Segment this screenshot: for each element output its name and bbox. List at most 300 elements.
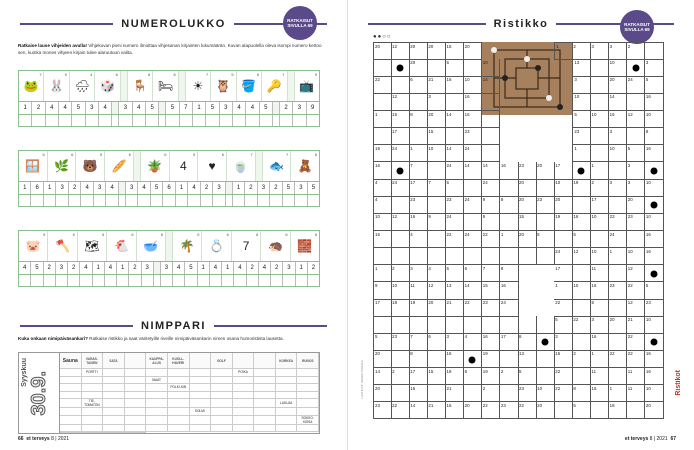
crossword-cell[interactable]: 10 (482, 59, 501, 77)
crossword-cell[interactable]: 21 (446, 385, 465, 403)
nimppari-answer-cell[interactable] (233, 377, 255, 385)
crossword-cell[interactable]: 5 (645, 76, 664, 94)
crossword-cell[interactable]: 10 (391, 282, 410, 300)
crossword-cell[interactable]: 14 (609, 93, 628, 111)
crossword-cell[interactable] (609, 196, 628, 214)
crossword-cell[interactable]: 22 (627, 350, 646, 368)
crossword-cell[interactable]: 23 (464, 128, 483, 146)
nimppari-answer-cell[interactable] (276, 384, 298, 392)
answer-cell[interactable] (260, 115, 273, 126)
nimppari-answer-cell[interactable] (297, 392, 319, 400)
crossword-cell[interactable]: 16 (645, 93, 664, 111)
crossword-cell[interactable]: 21 (446, 299, 465, 317)
answer-cell[interactable] (280, 115, 293, 126)
crossword-cell[interactable]: 1 (500, 231, 519, 249)
crossword-cell[interactable]: 21 (427, 76, 446, 94)
nimppari-answer-cell[interactable] (125, 399, 147, 408)
crossword-cell[interactable]: 19 (409, 299, 428, 317)
crossword-cell[interactable]: 23 (373, 402, 392, 420)
crossword-cell[interactable]: 16 (373, 162, 392, 180)
crossword-cell[interactable]: 20 (373, 385, 392, 403)
crossword-cell[interactable]: 18 (609, 402, 628, 420)
crossword-cell[interactable] (391, 316, 410, 334)
crossword-cell[interactable] (518, 248, 537, 266)
crossword-cell[interactable]: 13 (572, 59, 591, 77)
nimppari-answer-cell[interactable] (60, 384, 82, 392)
crossword-cell[interactable]: 1 (591, 162, 610, 180)
crossword-cell[interactable]: 11 (591, 265, 610, 283)
answer-cell[interactable] (270, 195, 282, 206)
nimppari-answer-cell[interactable] (254, 408, 276, 416)
crossword-cell[interactable] (500, 350, 519, 368)
crossword-cell[interactable]: 24 (464, 145, 483, 163)
nimppari-answer-cell[interactable] (82, 416, 104, 425)
crossword-cell[interactable]: 20 (609, 316, 628, 334)
crossword-cell[interactable]: 14 (446, 145, 465, 163)
nimppari-answer-cell[interactable] (190, 425, 212, 433)
crossword-cell[interactable]: 10 (645, 316, 664, 334)
nimppari-answer-cell[interactable] (211, 392, 233, 400)
crossword-cell[interactable]: 20 (645, 402, 664, 420)
crossword-cell[interactable]: 3 (609, 179, 628, 197)
crossword-cell[interactable] (591, 145, 610, 163)
answer-cell[interactable] (105, 275, 117, 286)
crossword-cell[interactable] (554, 231, 573, 249)
crossword-cell[interactable] (446, 128, 465, 146)
crossword-cell[interactable]: 2 (482, 385, 501, 403)
answer-cell[interactable] (295, 195, 307, 206)
crossword-cell[interactable] (482, 93, 501, 111)
crossword-cell[interactable]: 5 (446, 179, 465, 197)
crossword-cell[interactable]: 24 (391, 145, 410, 163)
crossword-cell[interactable]: 1 (373, 265, 392, 283)
nimppari-answer-cell[interactable] (103, 369, 125, 377)
crossword-cell[interactable] (482, 111, 501, 129)
crossword-cell[interactable]: 24 (446, 162, 465, 180)
answer-cell[interactable] (69, 195, 81, 206)
crossword-cell[interactable] (591, 59, 610, 77)
answer-cell[interactable] (173, 275, 185, 286)
nimppari-answer-cell[interactable] (254, 399, 276, 408)
answer-cell[interactable] (133, 115, 146, 126)
answer-cell[interactable] (161, 275, 173, 286)
crossword-cell[interactable]: 10 (591, 248, 610, 266)
crossword-cell[interactable]: 20 (518, 231, 537, 249)
crossword-cell[interactable]: 23 (482, 299, 501, 317)
crossword-cell[interactable]: 10 (591, 213, 610, 231)
nimppari-answer-cell[interactable] (297, 384, 319, 392)
crossword-cell[interactable]: 3 (645, 59, 664, 77)
nimppari-answer-cell[interactable] (125, 425, 147, 433)
crossword-cell[interactable]: 16 (500, 162, 519, 180)
nimppari-answer-cell[interactable] (297, 425, 319, 433)
crossword-cell[interactable]: 1 (609, 248, 628, 266)
crossword-cell[interactable] (391, 231, 410, 249)
crossword-cell[interactable]: 1 (373, 111, 392, 129)
answer-cell[interactable] (247, 275, 259, 286)
nimppari-answer-cell[interactable] (60, 425, 82, 433)
crossword-cell[interactable]: 5 (536, 231, 555, 249)
crossword-cell[interactable] (373, 248, 392, 266)
crossword-cell[interactable]: 19 (554, 213, 573, 231)
crossword-cell[interactable]: 19 (482, 368, 501, 386)
crossword-cell[interactable]: 10 (572, 282, 591, 300)
crossword-cell[interactable]: 16 (446, 76, 465, 94)
crossword-cell[interactable] (572, 196, 591, 214)
crossword-cell[interactable]: 1 (609, 385, 628, 403)
crossword-cell[interactable]: 22 (482, 231, 501, 249)
nimppari-answer-cell[interactable] (103, 377, 125, 385)
crossword-cell[interactable]: 21 (627, 316, 646, 334)
nimppari-answer-cell[interactable] (125, 432, 147, 433)
crossword-cell[interactable]: 6 (464, 368, 483, 386)
crossword-cell[interactable]: 5 (518, 368, 537, 386)
crossword-cell[interactable]: 7 (409, 333, 428, 351)
crossword-cell[interactable]: 16 (591, 333, 610, 351)
crossword-cell[interactable]: 23 (645, 299, 664, 317)
crossword-cell[interactable]: 16 (500, 282, 519, 300)
crossword-cell[interactable]: 20 (536, 162, 555, 180)
crossword-cell[interactable] (591, 402, 610, 420)
crossword-cell[interactable]: 15 (446, 42, 465, 60)
crossword-cell[interactable] (609, 265, 628, 283)
nimppari-answer-cell[interactable] (146, 384, 168, 392)
crossword-cell[interactable]: 11 (591, 368, 610, 386)
nimppari-answer-cell[interactable] (82, 377, 104, 385)
crossword-cell[interactable] (446, 93, 465, 111)
crossword-cell[interactable]: 8 (409, 111, 428, 129)
crossword-cell[interactable] (373, 93, 392, 111)
crossword-cell[interactable]: 10 (645, 111, 664, 129)
crossword-cell[interactable]: 3 (554, 333, 573, 351)
nimppari-answer-cell[interactable] (233, 416, 255, 425)
crossword-cell[interactable] (373, 128, 392, 146)
crossword-cell[interactable]: 16 (645, 248, 664, 266)
crossword-cell[interactable]: 22 (391, 402, 410, 420)
crossword-cell[interactable]: 16 (373, 231, 392, 249)
crossword-cell[interactable]: 23 (446, 196, 465, 214)
crossword-cell[interactable] (427, 316, 446, 334)
nimppari-answer-cell[interactable] (168, 425, 190, 433)
crossword-cell[interactable]: 5 (627, 145, 646, 163)
crossword-cell[interactable]: 7 (409, 162, 428, 180)
nimppari-answer-cell[interactable] (168, 377, 190, 385)
crossword-cell[interactable] (464, 179, 483, 197)
crossword-cell[interactable]: 20 (427, 299, 446, 317)
crossword-cell[interactable]: 19 (482, 350, 501, 368)
crossword-cell[interactable]: 12 (627, 299, 646, 317)
nimppari-answer-cell[interactable] (254, 392, 276, 400)
crossword-cell[interactable] (609, 299, 628, 317)
crossword-cell[interactable]: 16 (591, 385, 610, 403)
crossword-cell[interactable]: 23 (609, 213, 628, 231)
answer-cell[interactable] (308, 195, 319, 206)
nimppari-answer-cell[interactable] (254, 369, 276, 377)
crossword-cell[interactable]: 24 (464, 231, 483, 249)
crossword-cell[interactable] (572, 299, 591, 317)
nimppari-answer-cell[interactable] (82, 432, 104, 433)
crossword-cell[interactable]: 15 (427, 128, 446, 146)
answer-cell[interactable] (31, 195, 43, 206)
crossword-cell[interactable]: 23 (609, 282, 628, 300)
nimppari-answer-cell[interactable] (190, 369, 212, 377)
crossword-cell[interactable]: 22 (482, 402, 501, 420)
answer-cell[interactable] (46, 115, 59, 126)
crossword-cell[interactable] (391, 385, 410, 403)
crossword-cell[interactable]: 7 (482, 265, 501, 283)
answer-cell[interactable] (80, 275, 92, 286)
crossword-cell[interactable]: 16 (464, 111, 483, 129)
crossword-cell[interactable]: 14 (464, 162, 483, 180)
crossword-cell[interactable]: 10 (464, 76, 483, 94)
answer-cell[interactable] (93, 275, 105, 286)
crossword-cell[interactable] (409, 248, 428, 266)
nimppari-answer-cell[interactable] (125, 384, 147, 392)
nimppari-answer-cell[interactable] (297, 377, 319, 385)
crossword-cell[interactable]: 23 (518, 162, 537, 180)
answer-cell[interactable] (233, 195, 245, 206)
crossword-cell[interactable]: 23 (627, 213, 646, 231)
answer-cell[interactable] (271, 275, 283, 286)
crossword-cell[interactable]: 13 (446, 282, 465, 300)
answer-cell[interactable] (146, 115, 159, 126)
crossword-cell[interactable] (427, 59, 446, 77)
crossword-cell[interactable]: 22 (554, 299, 573, 317)
crossword-cell[interactable]: 5 (446, 265, 465, 283)
crossword-cell[interactable]: 20 (427, 111, 446, 129)
crossword-cell[interactable]: 16 (645, 350, 664, 368)
answer-cell[interactable] (117, 275, 129, 286)
crossword-cell[interactable]: 2 (572, 42, 591, 60)
crossword-cell[interactable]: 17 (591, 196, 610, 214)
crossword-cell[interactable]: 23 (572, 128, 591, 146)
crossword-cell[interactable] (609, 333, 628, 351)
nimppari-answer-cell[interactable] (82, 425, 104, 433)
crossword-cell[interactable]: 8 (500, 196, 519, 214)
nimppari-answer-cell[interactable] (233, 408, 255, 416)
crossword-cell[interactable] (609, 368, 628, 386)
crossword-cell[interactable] (591, 76, 610, 94)
nimppari-answer-cell[interactable] (146, 425, 168, 433)
nimppari-answer-cell[interactable] (211, 384, 233, 392)
nimppari-answer-cell[interactable] (82, 392, 104, 400)
crossword-cell[interactable]: 17 (391, 128, 410, 146)
crossword-cell[interactable] (482, 145, 501, 163)
crossword-cell[interactable]: 9 (482, 213, 501, 231)
crossword-cell[interactable] (427, 196, 446, 214)
crossword-cell[interactable]: 17 (500, 333, 519, 351)
nimppari-answer-cell[interactable] (60, 432, 82, 433)
crossword-cell[interactable]: 6 (427, 333, 446, 351)
nimppari-answer-cell[interactable] (276, 425, 298, 433)
nimppari-answer-cell[interactable] (103, 384, 125, 392)
nimppari-answer-cell[interactable] (125, 392, 147, 400)
nimppari-answer-cell[interactable] (125, 377, 147, 385)
crossword-cell[interactable]: 22 (373, 76, 392, 94)
nimppari-answer-cell[interactable] (168, 399, 190, 408)
crossword-cell[interactable]: 22 (572, 316, 591, 334)
crossword-cell[interactable] (500, 213, 519, 231)
crossword-cell[interactable] (427, 162, 446, 180)
crossword-cell[interactable] (464, 213, 483, 231)
crossword-cell[interactable]: 7 (427, 179, 446, 197)
crossword-cell[interactable]: 10 (536, 385, 555, 403)
nimppari-answer-cell[interactable] (254, 377, 276, 385)
crossword-cell[interactable]: 10 (627, 248, 646, 266)
answer-cell[interactable] (106, 195, 118, 206)
crossword-cell[interactable]: 20 (373, 42, 392, 60)
crossword-cell[interactable]: 3 (609, 128, 628, 146)
answer-cell[interactable] (72, 115, 85, 126)
answer-cell[interactable] (193, 115, 206, 126)
crossword-cell[interactable] (627, 128, 646, 146)
crossword-cell[interactable]: 22 (554, 385, 573, 403)
crossword-cell[interactable]: 4 (409, 231, 428, 249)
crossword-cell[interactable]: 5 (591, 299, 610, 317)
crossword-cell[interactable] (391, 248, 410, 266)
crossword-cell[interactable] (627, 231, 646, 249)
crossword-cell[interactable] (391, 350, 410, 368)
crossword-cell[interactable]: 16 (645, 368, 664, 386)
crossword-cell[interactable]: 14 (446, 111, 465, 129)
crossword-cell[interactable]: 4 (373, 196, 392, 214)
crossword-cell[interactable]: 8 (518, 333, 537, 351)
nimppari-answer-cell[interactable] (211, 377, 233, 385)
crossword-cell[interactable]: 9 (427, 213, 446, 231)
answer-cell[interactable] (308, 275, 319, 286)
crossword-cell[interactable]: 19 (373, 145, 392, 163)
crossword-cell[interactable]: 22 (464, 299, 483, 317)
answer-cell[interactable] (222, 275, 234, 286)
crossword-cell[interactable]: 15 (554, 350, 573, 368)
crossword-cell[interactable]: 10 (645, 179, 664, 197)
crossword-cell[interactable]: 4 (373, 179, 392, 197)
nimppari-answer-cell[interactable] (233, 425, 255, 433)
crossword-cell[interactable]: 23 (518, 385, 537, 403)
crossword-cell[interactable]: 16 (391, 111, 410, 129)
nimppari-answer-cell[interactable] (297, 369, 319, 377)
crossword-cell[interactable] (427, 248, 446, 266)
answer-cell[interactable] (210, 275, 222, 286)
crossword-cell[interactable]: 2 (500, 368, 519, 386)
crossword-cell[interactable] (627, 402, 646, 420)
crossword-cell[interactable]: 22 (627, 333, 646, 351)
crossword-cell[interactable]: 8 (572, 385, 591, 403)
answer-cell[interactable] (307, 115, 319, 126)
nimppari-answer-cell[interactable] (297, 408, 319, 416)
nimppari-answer-cell[interactable] (233, 392, 255, 400)
answer-cell[interactable] (213, 195, 225, 206)
crossword-cell[interactable] (427, 350, 446, 368)
crossword-cell[interactable]: 4 (464, 333, 483, 351)
crossword-cell[interactable]: 1 (409, 145, 428, 163)
crossword-cell[interactable] (500, 179, 519, 197)
crossword-cell[interactable]: 16 (409, 213, 428, 231)
nimppari-answer-cell[interactable] (211, 408, 233, 416)
crossword-cell[interactable]: 12 (427, 282, 446, 300)
crossword-cell[interactable] (591, 93, 610, 111)
crossword-cell[interactable] (500, 385, 519, 403)
crossword-cell[interactable]: 16 (482, 333, 501, 351)
answer-cell[interactable] (233, 115, 246, 126)
crossword-cell[interactable]: 14 (464, 282, 483, 300)
crossword-cell[interactable]: 5 (572, 402, 591, 420)
crossword-cell[interactable]: 22 (609, 350, 628, 368)
crossword-cell[interactable]: 21 (427, 402, 446, 420)
nimppari-answer-cell[interactable] (60, 408, 82, 416)
nimppari-answer-cell[interactable] (125, 369, 147, 377)
crossword-cell[interactable] (373, 59, 392, 77)
nimppari-answer-cell[interactable] (146, 369, 168, 377)
crossword-cell[interactable]: 20 (536, 402, 555, 420)
answer-cell[interactable] (198, 275, 210, 286)
crossword-cell[interactable] (373, 316, 392, 334)
crossword-cell[interactable]: 17 (409, 368, 428, 386)
crossword-cell[interactable]: 24 (446, 213, 465, 231)
crossword-cell[interactable]: 2 (591, 179, 610, 197)
crossword-cell[interactable]: 10 (609, 59, 628, 77)
crossword-cell[interactable] (446, 248, 465, 266)
nimppari-answer-cell[interactable] (146, 392, 168, 400)
crossword-cell[interactable] (536, 248, 555, 266)
answer-cell[interactable] (19, 275, 31, 286)
answer-cell[interactable] (245, 195, 257, 206)
nimppari-answer-cell[interactable] (146, 416, 168, 425)
crossword-cell[interactable]: 3 (609, 42, 628, 60)
nimppari-answer-cell[interactable] (190, 384, 212, 392)
crossword-cell[interactable]: 10 (554, 179, 573, 197)
crossword-cell[interactable]: 3 (627, 179, 646, 197)
crossword-cell[interactable]: 16 (645, 145, 664, 163)
crossword-cell[interactable]: 12 (391, 42, 410, 60)
answer-cell[interactable] (56, 195, 68, 206)
crossword-cell[interactable]: 10 (572, 93, 591, 111)
crossword-cell[interactable]: 24 (391, 179, 410, 197)
answer-cell[interactable] (283, 275, 295, 286)
crossword-cell[interactable] (409, 128, 428, 146)
answer-cell[interactable] (296, 275, 308, 286)
answer-cell[interactable] (44, 195, 56, 206)
crossword-cell[interactable] (572, 333, 591, 351)
crossword-cell[interactable]: 18 (391, 299, 410, 317)
crossword-cell[interactable]: 5 (572, 111, 591, 129)
crossword-cell[interactable] (409, 93, 428, 111)
answer-cell[interactable] (258, 195, 270, 206)
crossword-cell[interactable] (591, 231, 610, 249)
crossword-cell[interactable]: 3 (446, 333, 465, 351)
nimppari-answer-cell[interactable] (103, 416, 125, 425)
crossword-cell[interactable] (645, 42, 664, 60)
answer-cell[interactable] (68, 275, 80, 286)
crossword-cell[interactable]: 20 (464, 42, 483, 60)
crossword-cell[interactable] (500, 248, 519, 266)
crossword-cell[interactable]: 22 (554, 368, 573, 386)
answer-cell[interactable] (44, 275, 56, 286)
crossword-cell[interactable] (482, 128, 501, 146)
crossword-cell[interactable]: 16 (409, 385, 428, 403)
crossword-cell[interactable]: 2 (627, 42, 646, 60)
crossword-cell[interactable]: 2 (572, 350, 591, 368)
nimppari-answer-cell[interactable] (60, 399, 82, 408)
crossword-cell[interactable]: 18 (446, 368, 465, 386)
crossword-cell[interactable]: 24 (500, 299, 519, 317)
crossword-cell[interactable] (482, 316, 501, 334)
crossword-cell[interactable]: 3 (591, 42, 610, 60)
crossword-cell[interactable]: 15 (518, 213, 537, 231)
crossword-cell[interactable]: 16 (572, 213, 591, 231)
crossword-cell[interactable] (572, 265, 591, 283)
crossword-cell[interactable]: 14 (409, 402, 428, 420)
